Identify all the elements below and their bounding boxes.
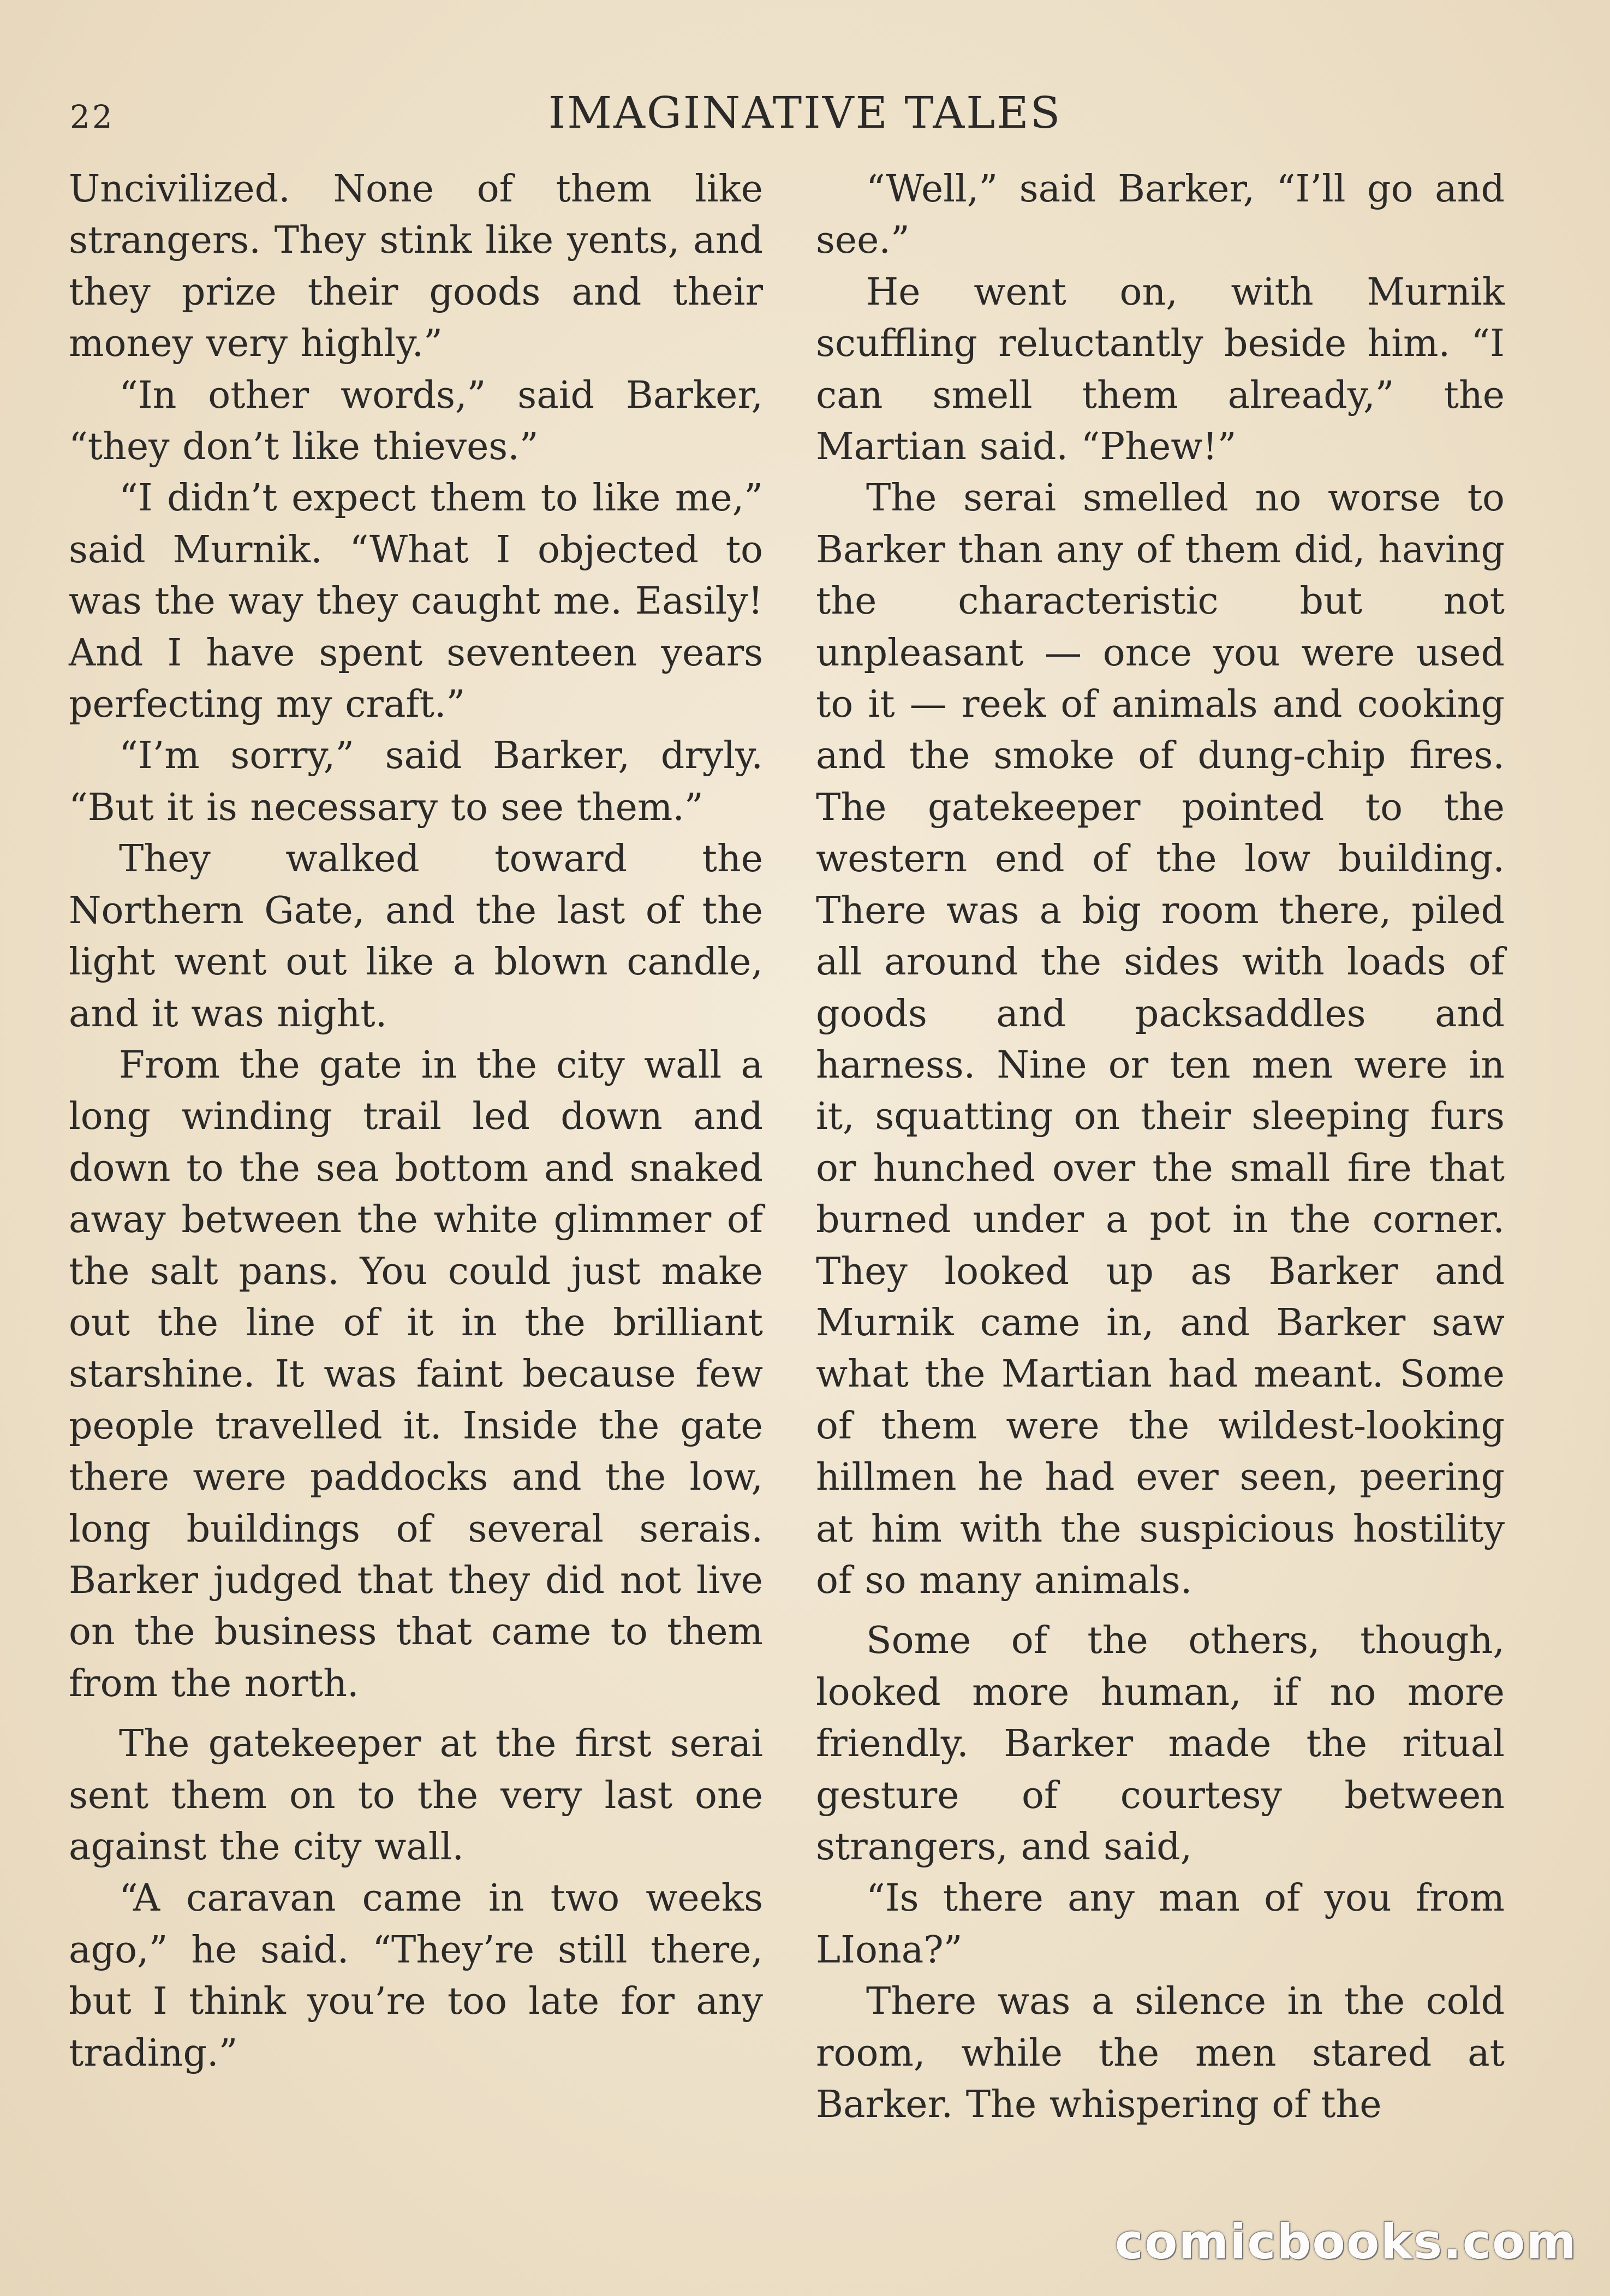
paragraph: From the gate in the city wall a long winding trail led down and down to the sea bottom and snaked away between the white glimmer of the salt pans. You could just make out the line of it in the brilliant starshine. It was faint because few people travelled it. Inside the gate there were paddocks and the low, long buildings of several serais. Barker judged that they did not live on the business that came to them from the north. [69, 1043, 763, 1705]
right-column [816, 164, 1505, 2131]
paragraph: “A caravan came in two weeks ago,” he said. “They’re still there, but I think you’re too late for any trading.” [69, 1877, 763, 2075]
paragraph: “In other words,” said Barker, “they don’t like thieves.” [69, 373, 763, 469]
paragraph: “Is there any man of you from LIona?” [816, 1877, 1505, 1972]
page-number: 22 [70, 98, 115, 135]
paragraph: “I’m sorry,” said Barker, dryly. “But it is necessary to see them.” [69, 734, 763, 829]
paragraph: He went on, with Murnik scuffling reluctantly beside him. “I can smell them already,” the Martian said. “Phew!” [816, 270, 1505, 469]
paragraph: They walked toward the Northern Gate, and the last of the light went out like a blown candle, and it was night. [69, 837, 763, 1036]
paragraph: Some of the others, though, looked more human, if no more friendly. Barker made the ritual gesture of courtesy between strangers, and said, [816, 1619, 1505, 1869]
paragraph: There was a silence in the cold room, while the men stared at Barker. The whispering of the [816, 1980, 1505, 2127]
paragraph: “Well,” said Barker, “I’ll go and see.” [816, 168, 1505, 263]
left-column [69, 164, 763, 2079]
paragraph: “I didn’t expect them to like me,” said Murnik. “What I objected to was the way they caught me. Easily! And I have spent seventeen years perfecting my craft.” [69, 477, 763, 727]
running-title: IMAGINATIVE TALES [548, 87, 1062, 138]
page-header [0, 82, 1610, 142]
paragraph: The gatekeeper at the first serai sent them on to the very last one against the city wall. [69, 1722, 763, 1869]
paragraph: Uncivilized. None of them like strangers. They stink like yents, and they prize their goods and their money very highly.” [69, 168, 763, 366]
paragraph: The serai smelled no worse to Barker than any of them did, having the characteristic but not unpleasant — once you were used to it — reek of animals and cooking and the smoke of dung-chip fires. The gatekeeper pointed to the western end of the low building. There was a big room there, piled all around the sides with loads of goods and packsaddles and harness. Nine or ten men were in it, squatting on their sleeping furs or hunched over the small fire that burned under a pot in the corner. They looked up as Barker and Murnik came in, and Barker saw what the Martian had meant. Some of them were the wildest-looking hillmen he had ever seen, peering at him with the suspicious hostility of so many animals. [816, 477, 1505, 1602]
site-watermark: comicbooks.com [1114, 2214, 1577, 2270]
